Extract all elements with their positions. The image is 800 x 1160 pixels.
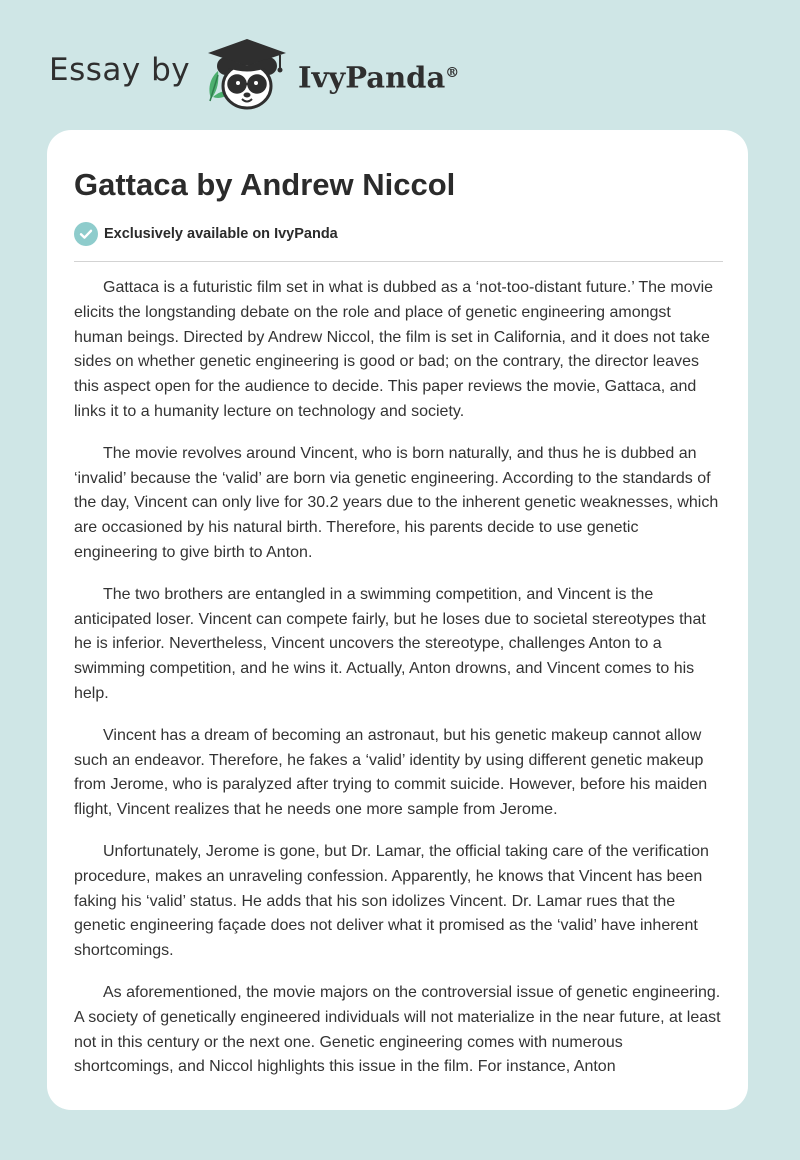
- exclusive-badge: [74, 222, 338, 246]
- paragraph: The movie revolves around Vincent, who is born naturally, and thus he is dubbed an ‘invalid’ because the ‘valid’ are born via genetic engineering. According to the standards of the day, Vincent can only live for 30.2 years due to the inherent genetic weaknesses, which are occasioned by his natural birth. Therefore, his parents decide to use genetic engineering to give birth to Anton.: [74, 444, 719, 561]
- paragraph: Unfortunately, Jerome is gone, but Dr. Lamar, the official taking care of the verification procedure, makes an unraveling confession. Apparently, he knows that Vincent has been faking his ‘valid’ status. He adds that his son idolizes Vincent. Dr. Lamar rues that the genetic engineering façade does not deliver what it promised as the ‘valid’ have inherent shortcomings.: [74, 842, 709, 960]
- paragraph: Gattaca is a futuristic film set in what is dubbed as a ‘not-too-distant future.’ The movie elicits the longstanding debate on the role and place of genetic engineering amongst human beings. Directed by Andrew Niccol, the film is set in California, and it does not take sides on whether genetic engineering is good or bad; on the contrary, the director leaves this aspect open for the audience to decide. This paper reviews the movie, Gattaca, and links it to a humanity lecture on technology and society.: [74, 279, 714, 420]
- paragraph: Vincent has a dream of becoming an astronaut, but his genetic makeup cannot allow such an endeavor. Therefore, he fakes a ‘valid’ identity by using different genetic makeup from Jerome, who is paralyzed after trying to commit suicide. However, before his maiden flight, Vincent realizes that he needs one more sample from Jerome.: [74, 726, 708, 819]
- essay-card: [47, 130, 748, 1110]
- essay-body: [74, 276, 724, 1097]
- essay-by-label: Essay by: [49, 52, 191, 88]
- check-circle-icon: [74, 222, 98, 246]
- paragraph: The two brothers are entangled in a swimming competition, and Vincent is the anticipated loser. Vincent can compete fairly, but he loses due to societal stereotypes that he is inferior. Nevertheless, Vincent uncovers the stereotype, challenges Anton to a swimming competition, and he wins it. Actually, Anton drowns, and Vincent comes to his help.: [74, 585, 706, 702]
- exclusive-badge-text: Exclusively available on IvyPanda: [104, 226, 338, 242]
- brand-text: IvyPanda: [298, 60, 446, 95]
- site-header: [0, 0, 800, 130]
- brand-name[interactable]: [298, 55, 459, 96]
- page-title: Gattaca by Andrew Niccol: [74, 167, 456, 202]
- paragraph: As aforementioned, the movie majors on the controversial issue of genetic engineering. A society of genetically engineered individuals will not materialize in the near future, at least not in this century or the next one. Genetic engineering comes with numerous shortcomings, and Niccol highlights this issue in the film. For instance, Anton: [74, 983, 721, 1076]
- title-divider: [74, 261, 723, 262]
- panda-graduation-cap-logo[interactable]: [198, 35, 296, 111]
- trademark-symbol: ®: [445, 65, 460, 81]
